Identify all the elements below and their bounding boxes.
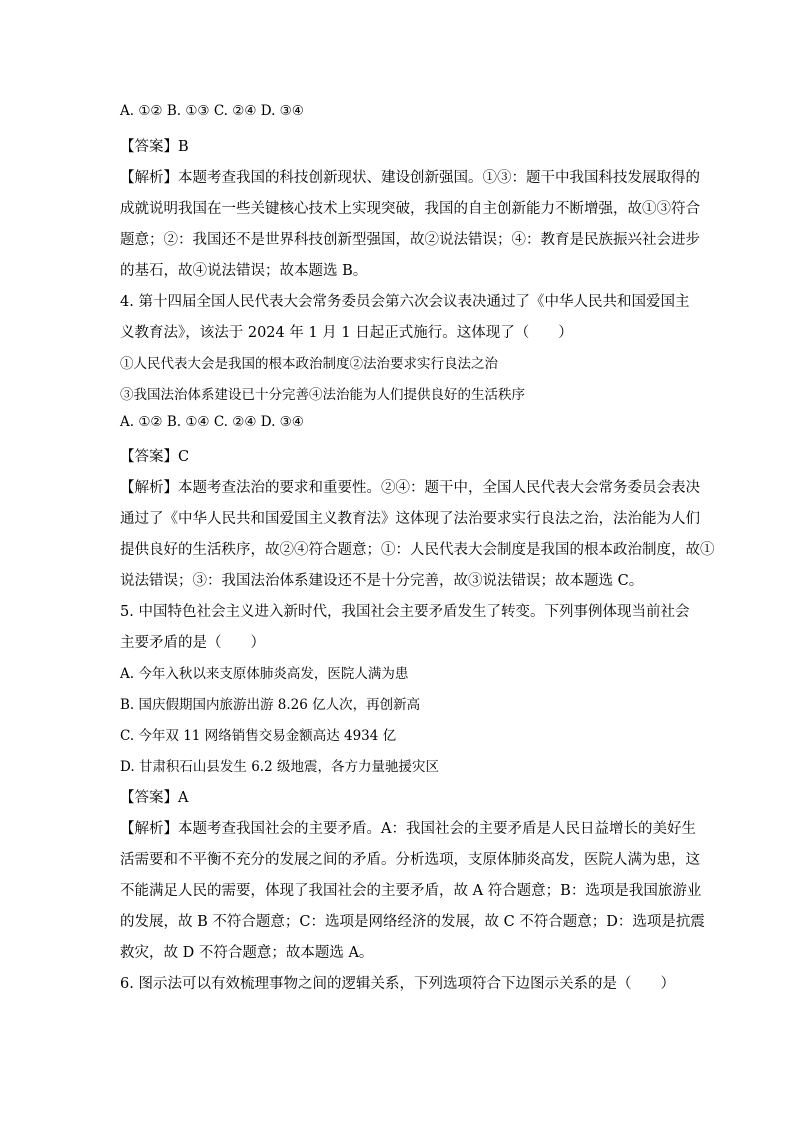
q5-option-b: B. 国庆假期国内旅游出游 8.26 亿人次，再创新高: [120, 697, 421, 713]
q4-options: A. ①② B. ①④ C. ②④ D. ③④: [120, 414, 304, 430]
q4-answer: 【答案】C: [120, 449, 190, 465]
q3-answer: 【答案】B: [120, 139, 189, 155]
q5-option-d: D. 甘肃积石山县发生 6.2 级地震，各方力量驰援灾区: [120, 759, 439, 775]
q5-analysis-line-3: 不能满足人民的需要，体现了我国社会的主要矛盾，故 A 符合题意；B：选项是我国旅游业: [120, 883, 702, 899]
q5-answer: 【答案】A: [120, 790, 189, 806]
q5-option-c: C. 今年双 11 网络销售交易金额高达 4934 亿: [120, 728, 397, 744]
q5-option-a: A. 今年入秋以来支原体肺炎高发，医院人满为患: [120, 666, 409, 682]
q5-analysis-line-2: 活需要和不平衡不充分的发展之间的矛盾。分析选项，支原体肺炎高发，医院人满为患，这: [120, 852, 700, 868]
q3-analysis-line-4: 的基石，故④说法错误；故本题选 B。: [120, 263, 368, 279]
q4-stem-line-1: 4. 第十四届全国人民代表大会常务委员会第六次会议表决通过了《中华人民共和国爱国主: [120, 294, 690, 310]
q4-statements-line-2: ③我国法治体系建设已十分完善④法治能为人们提供良好的生活秩序: [120, 387, 525, 403]
q3-analysis-line-3: 题意；②：我国还不是世界科技创新型强国，故②说法错误；④：教育是民族振兴社会进步: [120, 232, 700, 248]
q3-analysis-line-2: 成就说明我国在一些关键核心技术上实现突破，我国的自主创新能力不断增强，故①③符合: [120, 201, 700, 217]
q4-analysis-line-3: 提供良好的生活秩序，故②④符合题意；①：人民代表大会制度是我国的根本政治制度，故①: [120, 542, 715, 558]
q6-stem: 6. 图示法可以有效梳理事物之间的逻辑关系，下列选项符合下边图示关系的是（ ）: [120, 976, 675, 992]
q3-options: A. ①② B. ①③ C. ②④ D. ③④: [120, 103, 304, 119]
q5-analysis-line-5: 救灾，故 D 不符合题意；故本题选 A。: [120, 945, 374, 961]
q4-analysis-line-1: 【解析】本题考查法治的要求和重要性。②④：题干中，全国人民代表大会常务委员会表决: [120, 480, 700, 496]
q5-stem-line-1: 5. 中国特色社会主义进入新时代，我国社会主要矛盾发生了转变。下列事例体现当前社会: [120, 604, 690, 620]
q3-analysis-line-1: 【解析】本题考查我国的科技创新现状、建设创新强国。①③：题干中我国科技发展取得的: [120, 170, 700, 186]
q4-analysis-line-4: 说法错误；③：我国法治体系建设还不是十分完善，故③说法错误；故本题选 C。: [120, 573, 644, 589]
q4-analysis-line-2: 通过了《中华人民共和国爱国主义教育法》这体现了法治要求实行良法之治，法治能为人们: [120, 511, 700, 527]
q5-analysis-line-1: 【解析】本题考查我国社会的主要矛盾。A：我国社会的主要矛盾是人民日益增长的美好生: [120, 821, 696, 837]
q5-stem-line-2: 主要矛盾的是（ ）: [120, 635, 265, 651]
q5-analysis-line-4: 的发展，故 B 不符合题意；C：选项是网络经济的发展，故 C 不符合题意；D：选项是抗震: [120, 914, 705, 930]
q4-statements-line-1: ①人民代表大会是我国的根本政治制度②法治要求实行良法之治: [120, 356, 498, 372]
q4-stem-line-2: 义教育法》，该法于 2024 年 1 月 1 日起正式施行。这体现了（ ）: [120, 325, 573, 341]
